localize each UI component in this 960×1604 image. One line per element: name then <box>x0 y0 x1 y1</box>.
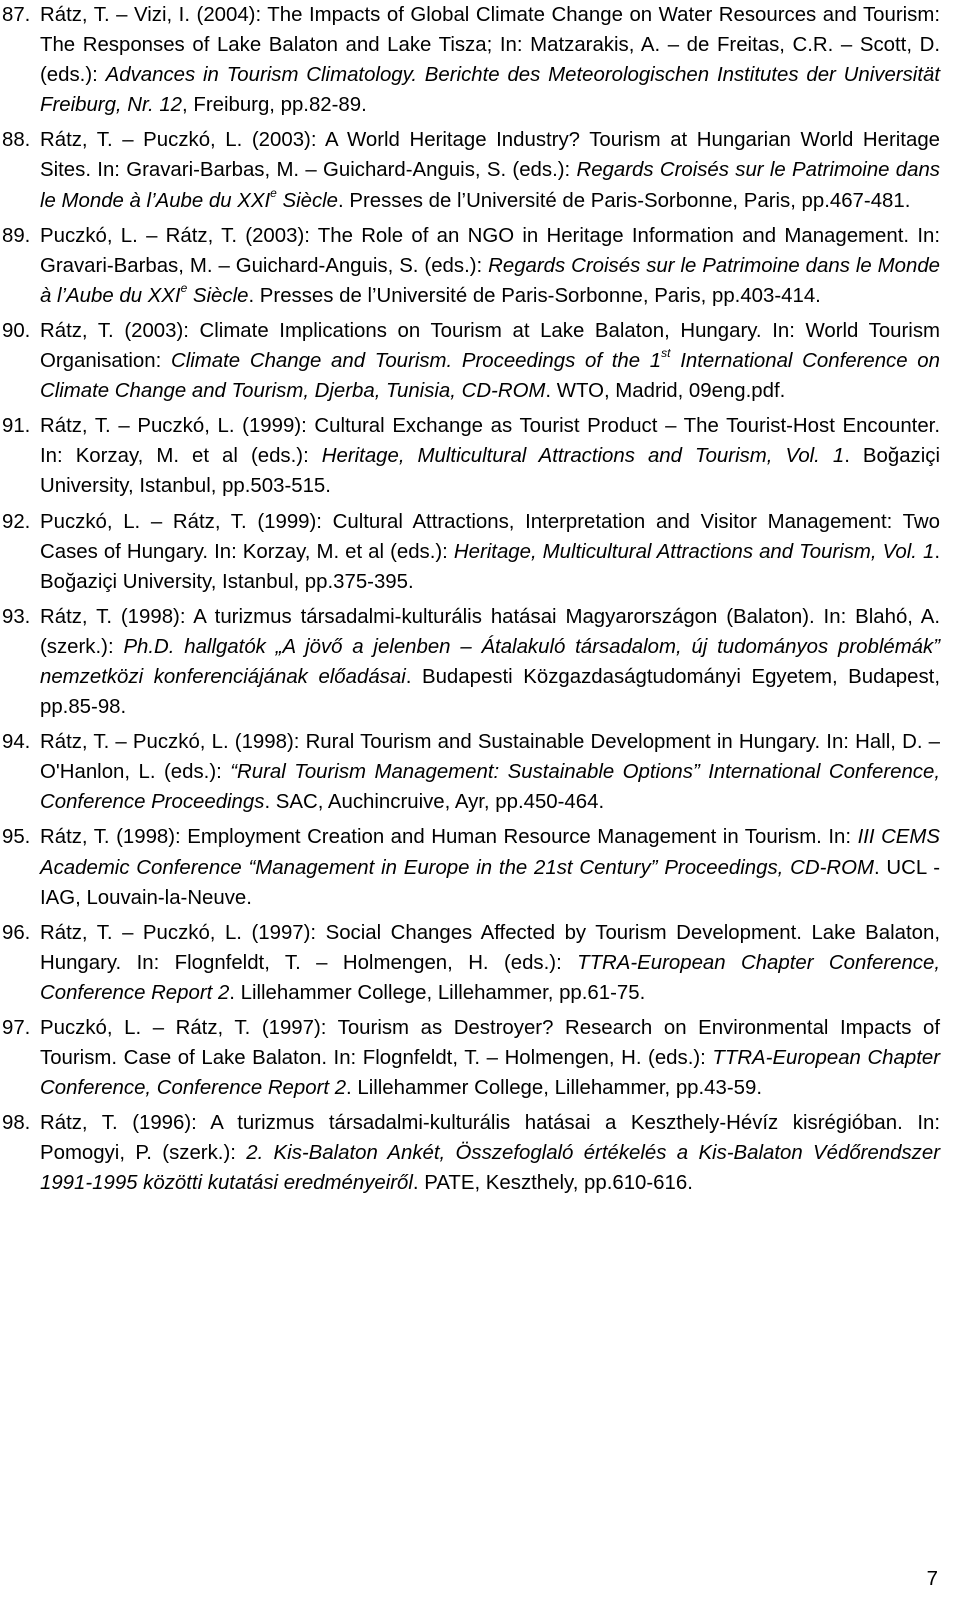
reference-text <box>40 221 940 311</box>
reference-segment: . SAC, Auchincruive, Ayr, pp.450-464. <box>264 791 605 814</box>
reference-segment: . Budapesti Közgazdaságtudományi Egyetem, Budapest, pp.85-98. <box>40 665 941 719</box>
italic-title: International Conference on Climate Change and Tourism, Djerba, Tunisia, CD-ROM <box>40 350 940 403</box>
italic-title: Ph.D. hallgatók „A jövő a jelenben – Átalakuló társadalom, új tudományos problémák” nemzetközi konferenciájának előadásai <box>40 635 941 688</box>
reference-list <box>2 0 940 1204</box>
reference-text <box>40 1108 940 1198</box>
italic-title: Advances in Tourism Climatology. Berichte des Meteorologischen Institutes der Universität Freiburg, Nr. 12 <box>40 64 940 117</box>
reference-text <box>40 411 940 501</box>
reference-text <box>40 0 940 120</box>
italic-title: “Rural Tourism Management: Sustainable Options” International Conference, Conference Proceedings <box>40 761 940 814</box>
reference-number: 89. <box>2 224 31 247</box>
reference-item <box>2 602 940 722</box>
reference-number: 98. <box>2 1112 31 1135</box>
reference-segment: Rátz, T. (1998): A turizmus társadalmi-kulturális hatásai Magyarországon (Balaton). In: Blahó, A. (szerk.): <box>40 605 940 658</box>
reference-number: 91. <box>2 415 31 438</box>
italic-title: III CEMS Academic Conference “Management in Europe in the 21st Century” Proceedings, CD-ROM <box>40 826 940 879</box>
reference-text <box>40 125 940 215</box>
italic-title: Climate Change and Tourism. Proceedings of the 1 <box>171 350 662 373</box>
reference-item <box>2 507 940 597</box>
reference-segment: Rátz, T. (1996): A turizmus társadalmi-kulturális hatásai a Keszthely-Hévíz kisrégióban. In: Pomogyi, P. (szerk.): <box>40 1112 940 1165</box>
reference-number: 95. <box>2 826 31 849</box>
reference-item <box>2 1013 940 1103</box>
italic-title: Heritage, Multicultural Attractions and Tourism, Vol. 1 <box>453 540 935 563</box>
italic-title: Regards Croisés sur le Patrimoine dans le Monde à l’Aube du XXI <box>40 159 940 212</box>
reference-text <box>40 727 940 817</box>
reference-segment: Rátz, T. – Vizi, I. (2004): The Impacts of Global Climate Change on Water Resources and Tourism: The Responses of Lake Balaton and Lake Tisza; In: Matzarakis, A. – de Freitas, C.R. – Scott, D. (eds.): <box>40 4 940 87</box>
reference-segment: Puczkó, L. – Rátz, T. (1999): Cultural Attractions, Interpretation and Visitor Management: Two Cases of Hungary. In: Korzay, M. et al (eds.): <box>40 510 940 563</box>
reference-item <box>2 727 940 817</box>
superscript: e <box>270 185 277 200</box>
reference-item <box>2 411 940 501</box>
reference-item <box>2 918 940 1008</box>
italic-title: Heritage, Multicultural Attractions and Tourism, Vol. 1 <box>321 445 845 468</box>
reference-text <box>40 822 940 912</box>
reference-text <box>40 918 940 1008</box>
page-number: 7 <box>926 1568 938 1590</box>
reference-segment: . WTO, Madrid, 09eng.pdf. <box>545 380 786 403</box>
reference-number: 97. <box>2 1017 31 1039</box>
reference-segment: Puczkó, L. – Rátz, T. (1997): Tourism as Destroyer? Research on Environmental Impacts of Tourism. Case of Lake Balaton. In: Flognfeldt, T. – Holmengen, H. (eds.): <box>40 1017 940 1070</box>
reference-text <box>40 316 940 406</box>
superscript: e <box>180 281 188 296</box>
italic-title: 2. Kis-Balaton Ankét, Összefoglaló értékelés a Kis-Balaton Védőrendszer 1991-1995 közötti kutatási eredményeiről <box>40 1142 940 1195</box>
reference-segment: Rátz, T. – Puczkó, L. (1997): Social Changes Affected by Tourism Development. Lake Balaton, Hungary. In: Flognfeldt, T. – Holmengen, H. (eds.): <box>40 921 940 974</box>
reference-number: 94. <box>2 731 31 754</box>
italic-title: Siècle <box>187 284 249 307</box>
italic-title: Siècle <box>276 189 339 212</box>
reference-item <box>2 822 940 912</box>
reference-segment: Rátz, T. (1998): Employment Creation and Human Resource Management in Tourism. In: <box>40 826 858 849</box>
reference-number: 87. <box>2 4 31 26</box>
reference-segment: Rátz, T. – Puczkó, L. (1998): Rural Tourism and Sustainable Development in Hungary. In: Hall, D. – O'Hanlon, L. (eds.): <box>40 731 940 784</box>
reference-segment: . Boğaziçi University, Istanbul, pp.503-515. <box>40 445 941 498</box>
reference-text <box>40 1013 940 1103</box>
reference-segment: Puczkó, L. – Rátz, T. (2003): The Role of an NGO in Heritage Information and Management. In: Gravari-Barbas, M. – Guichard-Anguis, S. (eds.): <box>40 224 940 277</box>
reference-segment: . Presses de l’Université de Paris-Sorbonne, Paris, pp.467-481. <box>338 189 911 212</box>
italic-title: TTRA-European Chapter Conference, Conference Report 2 <box>40 951 940 1004</box>
reference-segment: . Lillehammer College, Lillehammer, pp.43-59. <box>346 1077 762 1100</box>
reference-number: 92. <box>2 510 31 533</box>
reference-item <box>2 125 940 215</box>
reference-text <box>40 507 940 597</box>
reference-number: 90. <box>2 319 31 342</box>
reference-item <box>2 221 940 311</box>
reference-segment: . UCL - IAG, Louvain-la-Neuve. <box>40 856 940 909</box>
reference-item <box>2 0 940 120</box>
reference-number: 93. <box>2 605 31 628</box>
reference-number: 96. <box>2 921 31 944</box>
reference-segment: . PATE, Keszthely, pp.610-616. <box>412 1172 693 1195</box>
reference-segment: . Presses de l’Université de Paris-Sorbonne, Paris, pp.403-414. <box>248 284 821 307</box>
italic-title: TTRA-European Chapter Conference, Conference Report 2 <box>40 1047 940 1100</box>
reference-item <box>2 316 940 406</box>
reference-segment: Rátz, T. (2003): Climate Implications on Tourism at Lake Balaton, Hungary. In: World Tourism Organisation: <box>40 319 940 373</box>
reference-segment: , Freiburg, pp.82-89. <box>182 94 367 117</box>
italic-title: Regards Croisés sur le Patrimoine dans le Monde à l’Aube du XXI <box>40 254 940 307</box>
superscript: st <box>661 346 671 361</box>
reference-segment: Rátz, T. – Puczkó, L. (1999): Cultural Exchange as Tourist Product – The Tourist-Host Encounter. In: Korzay, M. et al (eds.): <box>40 415 940 468</box>
reference-segment: . Boğaziçi University, Istanbul, pp.375-395. <box>40 540 940 593</box>
reference-segment: Rátz, T. – Puczkó, L. (2003): A World Heritage Industry? Tourism at Hungarian World Heritage Sites. In: Gravari-Barbas, M. – Guichard-Anguis, S. (eds.): <box>40 129 940 182</box>
reference-item <box>2 1108 940 1198</box>
reference-segment: . Lillehammer College, Lillehammer, pp.61-75. <box>229 981 646 1004</box>
reference-text <box>40 602 940 722</box>
reference-number: 88. <box>2 129 31 152</box>
